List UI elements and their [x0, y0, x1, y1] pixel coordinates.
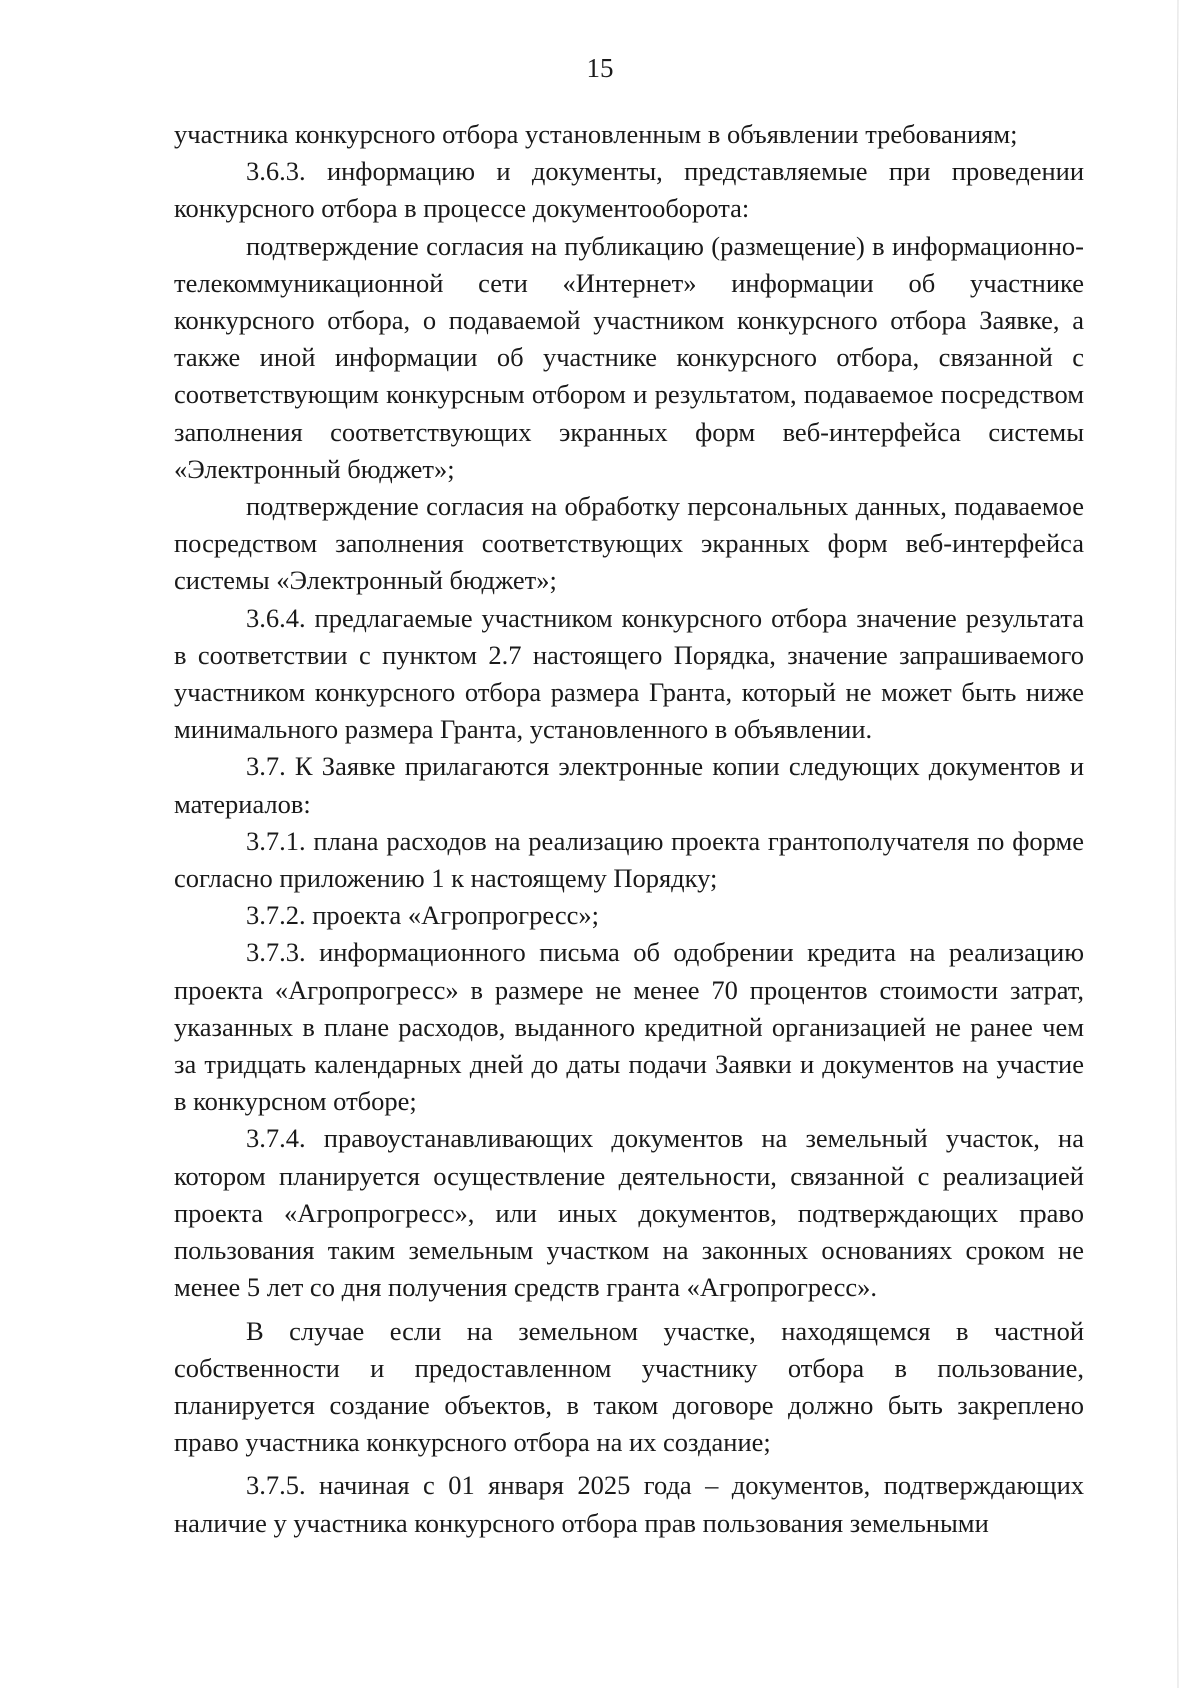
paragraph-publication-consent: подтверждение согласия на публикацию (размещение) в информационно-телекоммуникационной сети «Интернет» информации об участнике конкурсного отбора, о подаваемой участником конкурсного отбора Заявке, а также иной информации об участнике конкурсного отбора, связанной с соответствующим конкурсным отбором и результатом, подаваемое посредством заполнения соответствующих экранных форм веб-интерфейса системы «Электронный бюджет»;	[174, 230, 1084, 484]
page-number: 15	[586, 53, 614, 83]
paragraph-personal-data-consent: подтверждение согласия на обработку персональных данных, подаваемое посредством заполнения соответствующих экранных форм веб-интерфейса системы «Электронный бюджет»;	[174, 491, 1084, 596]
paragraph-3-7-2: 3.7.2. проекта «Агропрогресс»;	[246, 900, 599, 931]
paragraph-3-7-3: 3.7.3. информационного письма об одобрении кредита на реализацию проекта «Агропрогресс» в размере не менее 70 процентов стоимости затрат, указанных в плане расходов, выданного кредитной организацией не ранее чем за тридцать календарных дней до даты подачи Заявки и документов на участие в конкурсном отборе;	[174, 937, 1084, 1117]
paragraph-continuation: участника конкурсного отбора установленным в объявлении требованиям;	[174, 119, 1018, 149]
paragraph-3-7: 3.7. К Заявке прилагаются электронные копии следующих документов и материалов:	[174, 751, 1084, 819]
paragraph-3-7-1: 3.7.1. плана расходов на реализацию проекта грантополучателя по форме согласно приложению 1 к настоящему Порядку;	[174, 825, 1084, 894]
paragraph-3-6-3: 3.6.3. информацию и документы, представляемые при проведении конкурсного отбора в процессе документооборота:	[174, 156, 1084, 224]
paragraph-3-6-4: 3.6.4. предлагаемые участником конкурсного отбора значение результата в соответствии с пунктом 2.7 настоящего Порядка, значение запрашиваемого участником конкурсного отбора размера Гранта, который не может быть ниже минимального размера Гранта, установленного в объявлении.	[174, 602, 1084, 745]
paragraph-3-7-4: 3.7.4. правоустанавливающих документов на земельный участок, на котором планируется осуществление деятельности, связанной с реализацией проекта «Агропрогресс», или иных документов, подтверждающих право пользования таким земельным участком на законных основаниях сроком не менее 5 лет со дня получения средств гранта «Агропрогресс».	[174, 1123, 1084, 1303]
paragraph-3-7-5: 3.7.5. начиная с 01 января 2025 года – документов, подтверждающих наличие у участника конкурсного отбора прав пользования земельными	[174, 1470, 1084, 1538]
document-body	[174, 116, 1084, 1542]
paragraph-private-land: В случае если на земельном участке, находящемся в частной собственности и предоставленном участнику отбора в пользование, планируется создание объектов, в таком договоре должно быть закреплено право участника конкурсного отбора на их создание;	[174, 1315, 1084, 1458]
